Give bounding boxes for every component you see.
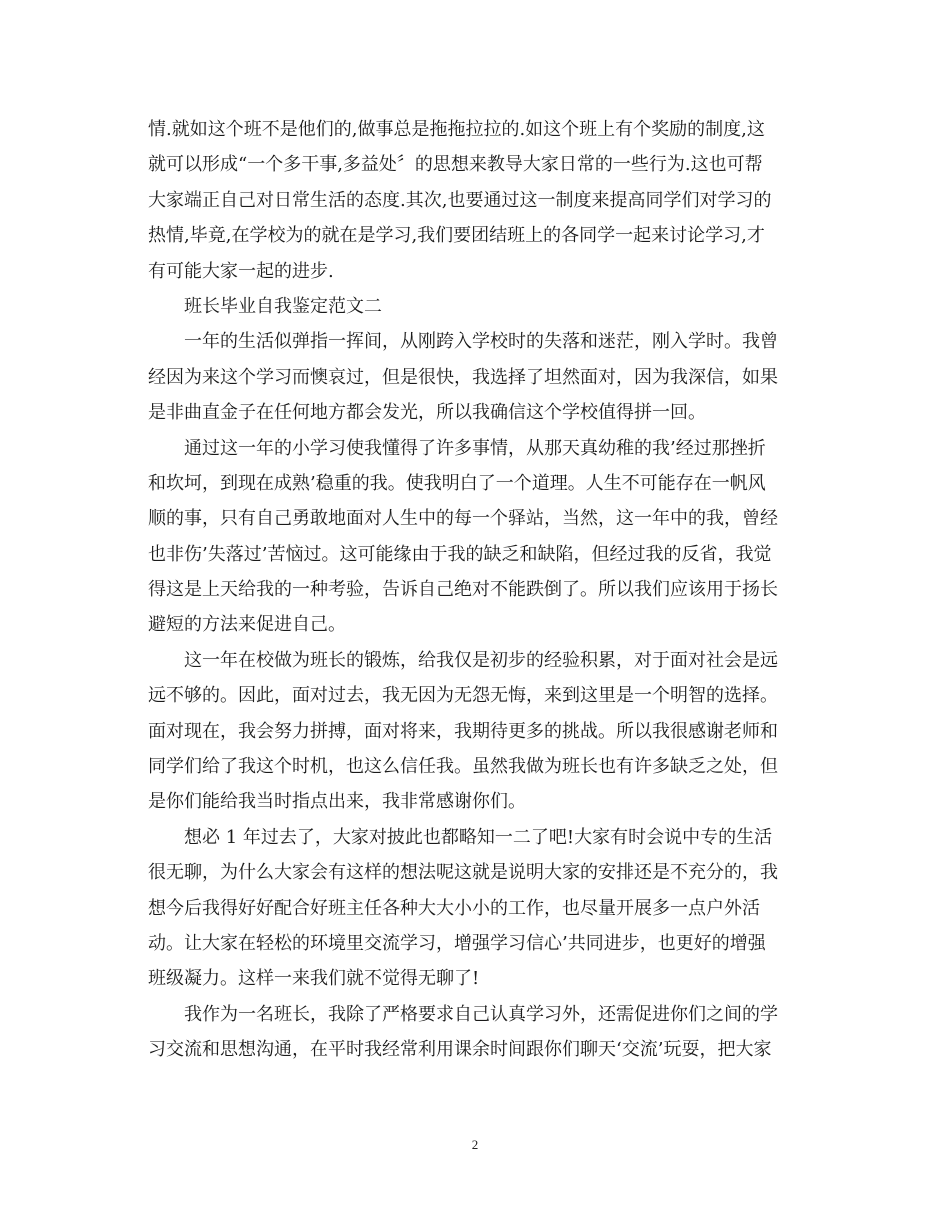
text-line: 是你们能给我当时指点出来，我非常感谢你们。 [148,791,526,813]
text-line: 情.就如这个班不是他们的,做事总是拖拖拉拉的.如这个班上有个奖励的制度,这 [148,119,765,140]
text-line: 是非曲直金子在任何地方都会发光，所以我确信这个学校值得拼一回。 [148,402,706,424]
text-line: 很无聊，为什么大家会有这样的想法呢这就是说明大家的安排还是不充分的，我 [148,862,778,884]
text-line: 想今后我得好好配合好班主任各种大大小小的工作，也尽量开展多一点户外活 [148,897,760,919]
text-line: 想必 1 年过去了，大家对披此也都略知一二了吧!大家有时会说中专的生活 [184,826,773,848]
text-line: 通过这一年的小学习使我懂得了许多事情，从那天真幼稚的我’经过那挫折 [184,437,766,459]
text-line: 和坎坷，到现在成熟’稳重的我。使我明白了一个道理。人生不可能存在一帆风 [148,472,766,494]
text-line: 避短的方法来促进自己。 [148,614,346,636]
text-line: 面对现在，我会努力拼搏，面对将来，我期待更多的挑战。所以我很感谢老师和 [148,720,778,742]
text-line: 班级凝力。这样一来我们就不觉得无聊了! [148,968,480,990]
text-line: 有可能大家一起的进步. [148,260,334,282]
text-line: 经因为来这个学习而懊哀过，但是很快，我选择了坦然面对，因为我深信，如果 [148,366,778,388]
text-line: 热情,毕竟,在学校为的就在是学习,我们要团结班上的各同学一起来讨论学习,才 [148,225,765,247]
text-line: 一年的生活似弹指一挥间，从刚跨入学校时的失落和迷茫，刚入学时。我曾 [184,331,778,353]
text-line: 顺的事，只有自己勇敢地面对人生中的每一个驿站，当然，这一年中的我，曾经 [148,508,778,530]
text-line: 习交流和思想沟通，在平时我经常利用课余时间跟你们聊天‘交流’玩耍，把大家 [148,1039,772,1061]
text-line: 远不够的。因此，面对过去，我无因为无怨无悔，来到这里是一个明智的选择。 [148,685,778,707]
text-line: 班长毕业自我鉴定范文二 [184,295,382,317]
text-line: 就可以形成“一个多干事,多益处〞的思想来教导大家日常的一些行为.这也可帮 [148,154,763,176]
text-line: 也非伤’失落过’苦恼过。这可能缘由于我的缺乏和缺陷，但经过我的反省，我觉 [148,543,772,565]
text-line: 同学们给了我这个时机，也这么信任我。虽然我做为班长也有许多缺乏之处，但 [148,756,778,778]
text-line: 得这是上天给我的一种考验，告诉自己绝对不能跌倒了。所以我们应该用于扬长 [148,579,778,601]
page-number: 2 [471,1137,479,1152]
document-body [148,112,808,1068]
text-line: 我作为一名班长，我除了严格要求自己认真学习外，还需促进你们之间的学 [184,1003,778,1025]
text-line: 动。让大家在轻松的环境里交流学习，增强学习信心’共同进步，也更好的增强 [148,932,766,954]
text-line: 这一年在校做为班长的锻炼，给我仅是初步的经验积累，对于面对社会是远 [184,649,778,671]
text-line: 大家端正自己对日常生活的态度.其次,也要通过这一制度来提高同学们对学习的 [148,189,772,211]
